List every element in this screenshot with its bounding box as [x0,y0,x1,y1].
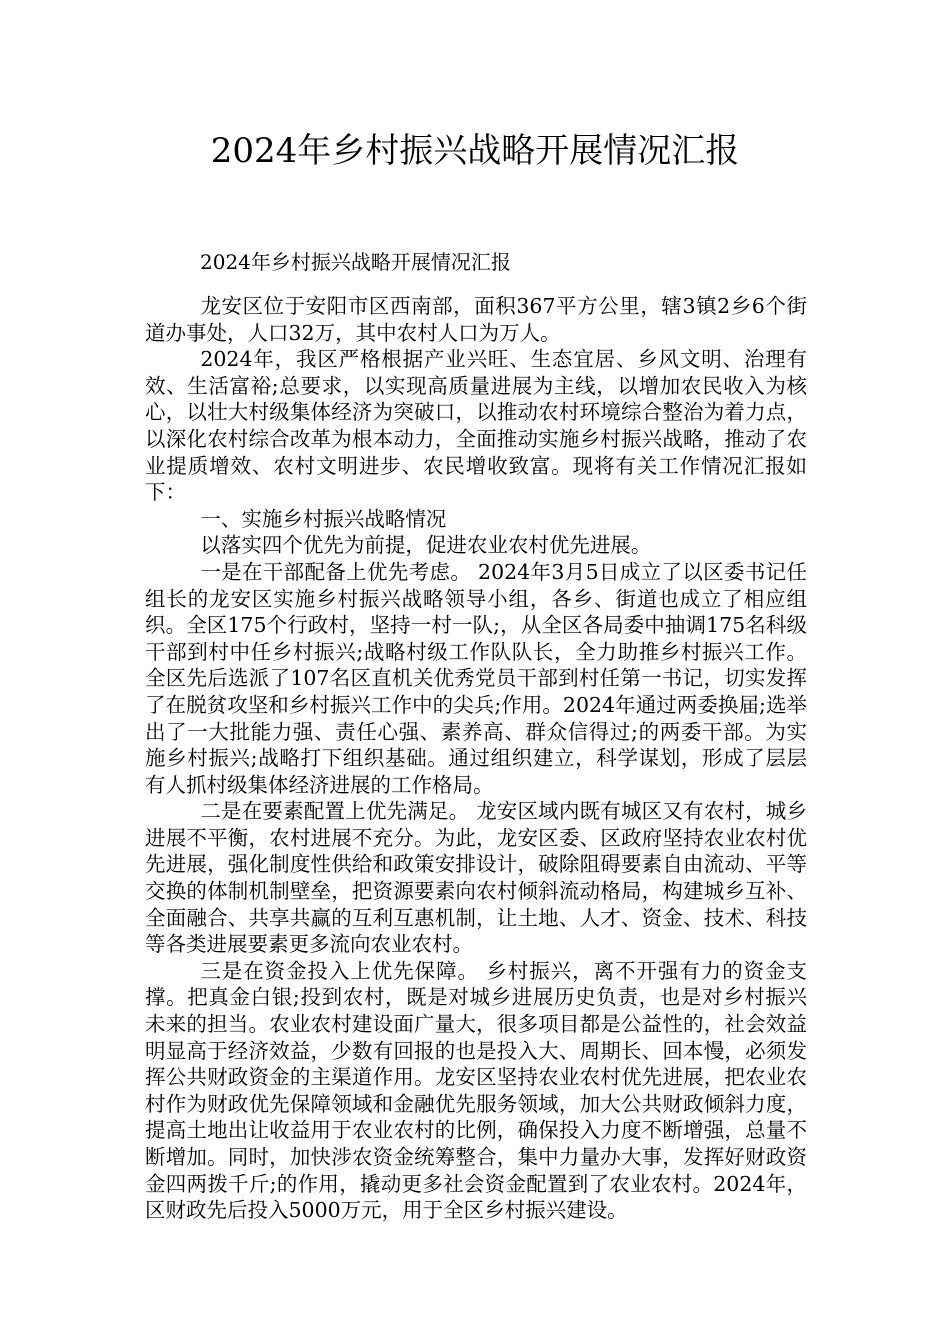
document-body [145,293,807,1224]
paragraph-summary: 2024年，我区严格根据产业兴旺、生态宜居、乡风文明、治理有效、生活富裕;总要求，以实现高质量进展为主线，以增加农民收入为核心，以壮大村级集体经济为突破口，以推动农村环境综合整治为着力点，以深化农村综合改革为根本动力，全面推动实施乡村振兴战略，推动了农业提质增效、农村文明进步、农民增收致富。现将有关工作情况汇报如下： [145,347,807,505]
section-heading: 一、实施乡村振兴战略情况 [200,506,447,531]
paragraph-cadres: 一是在干部配备上优先考虑。 2024年3月5日成立了以区委书记任组长的龙安区实施乡村振兴战略领导小组，各乡、街道也成立了相应组织。全区175个行政村，坚持一村一队;，从全区各局委中抽调175名科级干部到村中任乡村振兴;战略村级工作队队长，全力助推乡村振兴工作。全区先后选派了107名区直机关优秀党员干部到村任第一书记，切实发挥了在脱贫攻坚和乡村振兴工作中的尖兵;作用。2024年通过两委换届;选举出了一大批能力强、责任心强、素养高、群众信得过;的两委干部。为实施乡村振兴;战略打下组织基础。通过组织建立，科学谋划，形成了层层有人抓村级集体经济进展的工作格局。 [145,559,807,797]
document-title: 2024年乡村振兴战略开展情况汇报 [210,131,740,171]
paragraph-intro: 龙安区位于安阳市区西南部，面积367平方公里，辖3镇2乡6个街道办事处，人口32万，其中农村人口为万人。 [145,294,807,345]
paragraph-elements: 二是在要素配置上优先满足。 龙安区域内既有城区又有农村，城乡进展不平衡，农村进展不充分。为此，龙安区委、区政府坚持农业农村优先进展，强化制度性供给和政策安排设计，破除阻碍要素自由流动、平等交换的体制机制壁垒，把资源要素向农村倾斜流动格局，构建城乡互补、全面融合、共享共赢的互利互惠机制，让土地、人才、资金、技术、科技等各类进展要素更多流向农业农村。 [145,799,807,957]
paragraph-funds: 三是在资金投入上优先保障。 乡村振兴，离不开强有力的资金支撑。把真金白银;投到农村，既是对城乡进展历史负责，也是对乡村振兴未来的担当。农业农村建设面广量大，很多项目都是公益性的，社会效益明显高于经济效益，少数有回报的也是投入大、周期长、回本慢，必须发挥公共财政资金的主渠道作用。龙安区坚持农业农村优先进展，把农业农村作为财政优先保障领域和金融优先服务领域，加大公共财政倾斜力度，提高土地出让收益用于农业农村的比例，确保投入力度不断增强，总量不断增加。同时，加快涉农资金统筹整合，集中力量办大事，发挥好财政资金四两拨千斤;的作用，撬动更多社会资金配置到了农业农村。2024年，区财政先后投入5000万元，用于全区乡村振兴建设。 [145,958,807,1223]
document-subtitle: 2024年乡村振兴战略开展情况汇报 [200,250,511,274]
paragraph-principle: 以落实四个优先为前提，促进农业农村优先进展。 [200,533,652,558]
